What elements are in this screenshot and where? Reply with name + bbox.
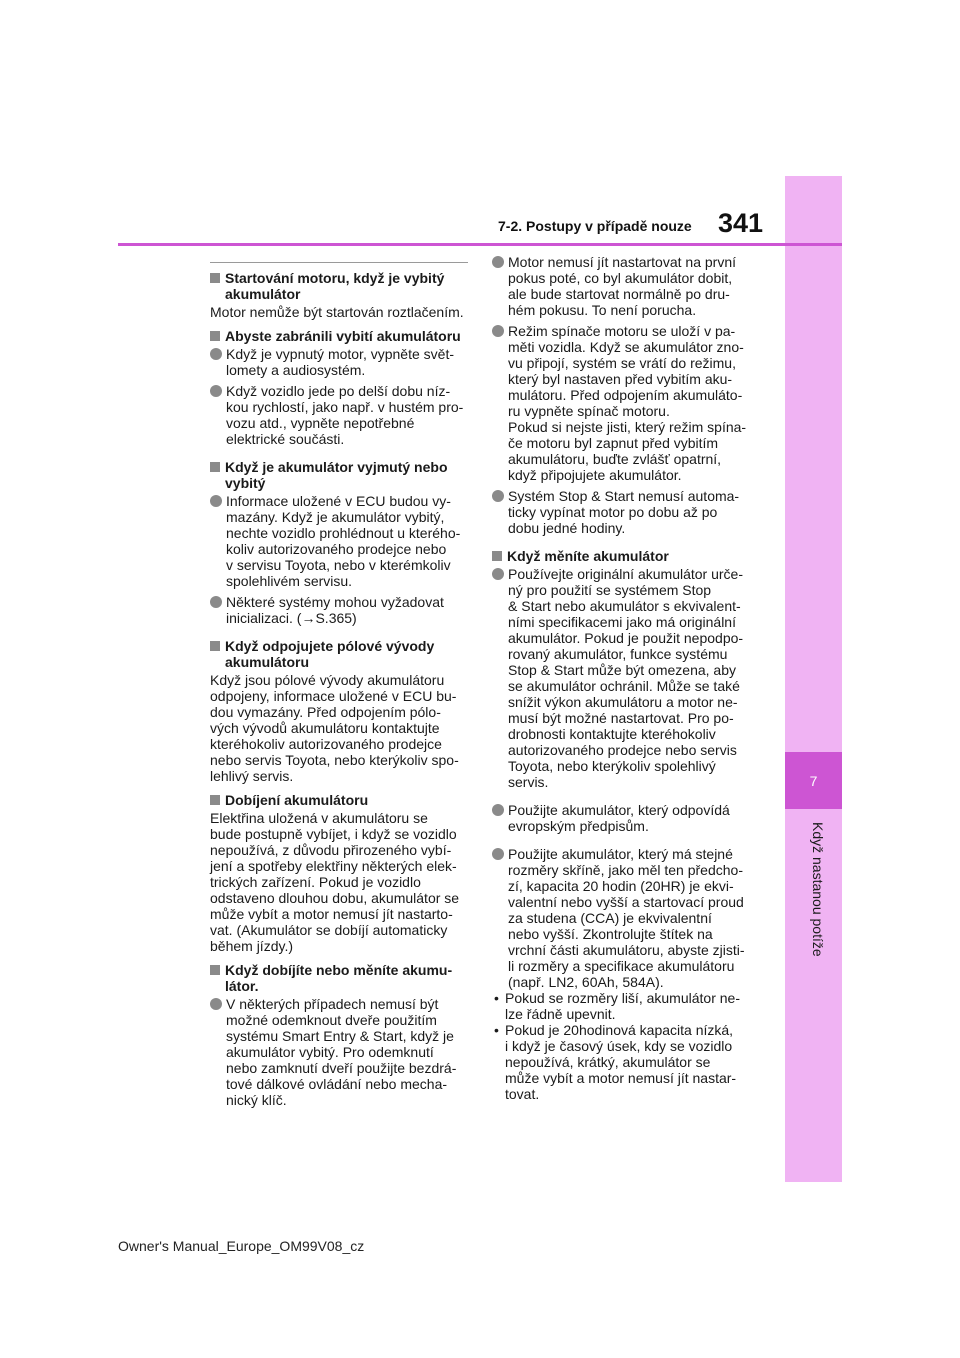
heading-line: vybitý — [225, 475, 266, 491]
item-line: Systém Stop & Start nemusí automa- — [508, 488, 740, 504]
list-item — [210, 493, 470, 589]
para-line: může vybít a motor nemusí jít nastarto- — [210, 906, 453, 922]
round-bullet-icon — [210, 998, 222, 1010]
page-number: 341 — [718, 208, 764, 238]
round-bullet-icon — [492, 325, 504, 337]
para-line: odstaveno dlouhou dobu, akumulátor se — [210, 890, 460, 906]
round-bullet-icon — [492, 256, 504, 268]
right-column — [492, 254, 752, 1102]
round-bullet-icon — [492, 568, 504, 580]
item-line: lomety a audiosystém. — [226, 362, 366, 378]
heading-prevent-discharge — [210, 328, 470, 344]
item-line: ními specifikacemi jako má originální — [508, 614, 736, 630]
sub-bullet-marker: • — [494, 990, 499, 1006]
item-line: akumulátor vybitý. Pro odemknutí — [226, 1044, 434, 1060]
item-line: možné odemknout dveře použitím — [226, 1012, 437, 1028]
sub-list-item — [492, 990, 752, 1022]
square-bullet-icon — [210, 273, 220, 283]
square-bullet-icon — [210, 331, 220, 341]
item-line: inicializaci. (→S.365) — [226, 610, 357, 626]
chapter-label: Když nastanou potíže — [810, 822, 826, 957]
list-item — [492, 254, 752, 318]
item-line: ale bude startovat normálně po dru- — [508, 286, 730, 302]
item-line: hém pokusu. To není porucha. — [508, 302, 697, 318]
item-line: Toyota, nebo kterýkoliv spolehlivý — [508, 758, 716, 774]
list-item — [210, 346, 470, 378]
para-line: Když jsou pólové vývody akumulátoru — [210, 672, 445, 688]
round-bullet-icon — [210, 495, 222, 507]
para-line: nepoužívá, z důvodu přirozeného vybí- — [210, 842, 452, 858]
heading-replacing-battery — [492, 548, 752, 564]
item-line: Režim spínače motoru se uloží v pa- — [508, 323, 736, 339]
item-line: Použijte akumulátor, který má stejné — [508, 846, 733, 862]
list-item — [492, 846, 752, 990]
round-bullet-icon — [210, 596, 222, 608]
heading-disconnect-terminals — [210, 638, 470, 670]
heading-line: Když odpojujete pólové vývody — [225, 638, 435, 654]
item-line: Pokud je 20hodinová kapacita nízká, — [505, 1022, 734, 1038]
paragraph: Motor nemůže být startován roztlačením. — [210, 304, 464, 320]
item-line: se akumulátor ochránil. Může se také — [508, 678, 740, 694]
para-line: trických zařízení. Pokud je vozidlo — [210, 874, 421, 890]
heading-line: látor. — [225, 978, 259, 994]
item-line: (např. LN2, 60Ah, 584A). — [508, 974, 664, 990]
heading-charging-or-replacing — [210, 962, 470, 994]
para-line: kteréhokoliv autorizovaného prodejce — [210, 736, 442, 752]
round-bullet-icon — [492, 490, 504, 502]
list-item — [210, 594, 470, 626]
item-line: Stop & Start může být omezena, aby — [508, 662, 737, 678]
list-item — [492, 566, 752, 790]
column-top-rule — [210, 262, 468, 263]
item-line: nepoužívá, krátký, akumulátor se — [505, 1054, 711, 1070]
item-line: Pokud si nejste jisti, který režim spína- — [508, 419, 747, 435]
item-line: musí být možné nastartovat. Pro po- — [508, 710, 734, 726]
para-line: vých vývodů akumulátoru kontaktujte — [210, 720, 440, 736]
item-line: Použijte akumulátor, který odpovídá — [508, 802, 730, 818]
heading-line: Když dobíjíte nebo měníte akumu- — [225, 962, 453, 978]
round-bullet-icon — [210, 385, 222, 397]
item-line: nický klíč. — [226, 1092, 287, 1108]
item-line: koliv autorizovaného prodejce nebo — [226, 541, 447, 557]
item-line: elektrické součásti. — [226, 431, 345, 447]
item-line: měti vozidla. Když se akumulátor zno- — [508, 339, 744, 355]
item-line: li rozměry a specifikace akumulátoru — [508, 958, 735, 974]
item-line: evropským předpisům. — [508, 818, 649, 834]
heading-battery-removed — [210, 459, 470, 491]
item-line: tové dálkové ovládání nebo mecha- — [226, 1076, 448, 1092]
para-line: Elektřina uložená v akumulátoru se — [210, 810, 428, 826]
item-line: Některé systémy mohou vyžadovat — [226, 594, 444, 610]
heading-line: Když měníte akumulátor — [507, 548, 669, 564]
square-bullet-icon — [210, 795, 220, 805]
item-line: systému Smart Entry & Start, když je — [226, 1028, 454, 1044]
list-item — [492, 488, 752, 536]
sub-list-item — [492, 1022, 752, 1102]
para-line: jení a spotřeby elektřiny některých elek- — [210, 858, 457, 874]
item-line: vrchní části akumulátoru, abyste zjisti- — [508, 942, 745, 958]
item-line: drobnosti kontaktujte kteréhokoliv — [508, 726, 716, 742]
list-item — [492, 323, 752, 483]
item-line: nebo vyšší. Zkontrolujte štítek na — [508, 926, 713, 942]
item-line: autorizovaného prodejce nebo servis — [508, 742, 737, 758]
section-header: 7-2. Postupy v případě nouze — [498, 218, 692, 234]
item-line: vozu atd., vypněte nepotřebné — [226, 415, 415, 431]
heading-line: akumulátoru — [225, 654, 310, 670]
item-line: pokus poté, co byl akumulátor dobit, — [508, 270, 733, 286]
item-line: tovat. — [505, 1086, 540, 1102]
item-line: kou rychlostí, jako např. v hustém pro- — [226, 399, 464, 415]
item-line: rozměry skříně, jako měl ten předcho- — [508, 862, 743, 878]
square-bullet-icon — [210, 641, 220, 651]
item-line: lze řádně upevnit. — [505, 1006, 616, 1022]
para-line: během jízdy.) — [210, 938, 293, 954]
heading-line: Startování motoru, když je vybitý — [225, 270, 445, 286]
para-line: lehlivý servis. — [210, 768, 294, 784]
heading-line: Abyste zabránili vybití akumulátoru — [225, 328, 461, 344]
para-line: odpojeny, informace uložené v ECU bu- — [210, 688, 457, 704]
item-line: spolehlivém servisu. — [226, 573, 353, 589]
item-line: i když je časový úsek, kdy se vozidlo — [505, 1038, 733, 1054]
heading-line: Dobíjení akumulátoru — [225, 792, 369, 808]
paragraph — [210, 810, 470, 954]
para-line: dou vymazány. Před odpojením pólo- — [210, 704, 441, 720]
item-line: snížit výkon akumulátoru a motor ne- — [508, 694, 738, 710]
item-line: když připojujete akumulátor. — [508, 467, 682, 483]
item-line: dobu jedné hodiny. — [508, 520, 626, 536]
chapter-number-badge — [785, 752, 842, 809]
heading-charging — [210, 792, 470, 808]
round-bullet-icon — [492, 848, 504, 860]
para-line: nebo servis Toyota, nebo kterýkoliv spo- — [210, 752, 459, 768]
item-line: Motor nemusí jít nastartovat na první — [508, 254, 736, 270]
item-line: zí, kapacita 20 hodin (20HR) je ekvi- — [508, 878, 734, 894]
list-item — [492, 802, 752, 834]
heading-line: akumulátor — [225, 286, 301, 302]
item-line: V některých případech nemusí být — [226, 996, 439, 1012]
item-line: za studena (CCA) je ekvivalentní — [508, 910, 712, 926]
item-line: ný pro použití se systémem Stop — [508, 582, 712, 598]
item-line: Když vozidlo jede po delší dobu níz- — [226, 383, 451, 399]
round-bullet-icon — [492, 804, 504, 816]
round-bullet-icon — [210, 348, 222, 360]
footer-document-id: Owner's Manual_Europe_OM99V08_cz — [118, 1238, 365, 1254]
item-line: nechte vozidlo prohlédnout u kterého- — [226, 525, 461, 541]
item-line: valentní nebo vyšší a startovací proud — [508, 894, 744, 910]
item-line: Informace uložené v ECU budou vy- — [226, 493, 451, 509]
square-bullet-icon — [210, 462, 220, 472]
item-line: ticky vypínat motor po dobu až po — [508, 504, 718, 520]
para-line: vat. (Akumulátor se dobíjí automaticky — [210, 922, 448, 938]
item-line: může vybít a motor nemusí jít nastar- — [505, 1070, 737, 1086]
item-line: ru vypněte spínač motoru. — [508, 403, 670, 419]
item-line: rovaný akumulátor, funkce systému — [508, 646, 728, 662]
item-line: če motoru byl zapnut před vybitím — [508, 435, 719, 451]
list-item — [210, 383, 470, 447]
heading-starting-engine — [210, 270, 470, 302]
paragraph — [210, 672, 470, 784]
item-line: v servisu Toyota, nebo v kterémkoliv — [226, 557, 451, 573]
item-line: Používejte originální akumulátor urče- — [508, 566, 744, 582]
sub-bullet-marker: • — [494, 1022, 499, 1038]
item-line: Pokud se rozměry liší, akumulátor ne- — [505, 990, 740, 1006]
item-line: mazány. Když je akumulátor vybitý, — [226, 509, 445, 525]
item-line: vu připojí, systém se vrátí do režimu, — [508, 355, 736, 371]
chapter-number: 7 — [809, 772, 818, 789]
list-item — [210, 996, 470, 1108]
item-line: servis. — [508, 774, 549, 790]
square-bullet-icon — [210, 965, 220, 975]
heading-line: Když je akumulátor vyjmutý nebo — [225, 459, 448, 475]
item-line: nebo zamknutí dveří použijte bezdrá- — [226, 1060, 457, 1076]
item-line: mulátoru. Před odpojením akumuláto- — [508, 387, 743, 403]
header-rule — [118, 243, 842, 246]
item-line: akumulátoru, buďte zvlášť opatrní, — [508, 451, 722, 467]
item-line: akumulátor. Pokud je použit nepodpo- — [508, 630, 744, 646]
item-line: & Start nebo akumulátor s ekvivalent- — [508, 598, 741, 614]
left-column — [210, 270, 470, 1113]
para-line: bude postupně vybíjet, i když se vozidlo — [210, 826, 457, 842]
item-line: Když je vypnutý motor, vypněte svět- — [226, 346, 454, 362]
item-line: který byl nastaven před vybitím aku- — [508, 371, 733, 387]
square-bullet-icon — [492, 551, 502, 561]
